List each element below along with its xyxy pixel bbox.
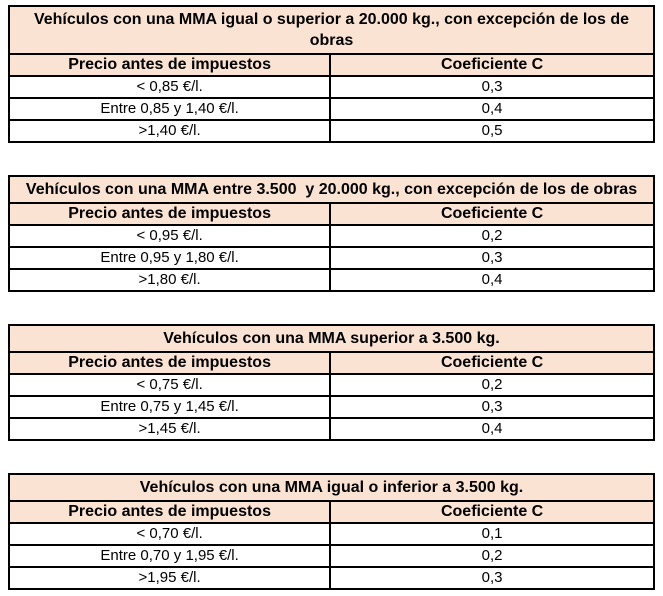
table-row (9, 523, 654, 545)
table-row (9, 269, 654, 291)
table-title-row (9, 6, 654, 54)
table-title: Vehículos con una MMA entre 3.500 y 20.000 kg., con excepción de los de obras (9, 176, 654, 203)
table-row (9, 567, 654, 589)
table-header-row (9, 352, 654, 374)
price-cell: >1,80 €/l. (9, 269, 330, 291)
coefficient-cell: 0,2 (330, 225, 654, 247)
coefficient-column-header: Coeficiente C (330, 54, 654, 76)
price-column-header: Precio antes de impuestos (9, 203, 330, 225)
table-header-row (9, 203, 654, 225)
table-title: Vehículos con una MMA igual o inferior a 3.500 kg. (9, 474, 654, 501)
table-row (9, 247, 654, 269)
price-cell: < 0,85 €/l. (9, 76, 330, 98)
table-mma-gt-3500 (8, 324, 655, 441)
price-cell: Entre 0,70 y 1,95 €/l. (9, 545, 330, 567)
coefficient-cell: 0,3 (330, 396, 654, 418)
table-mma-le-3500 (8, 473, 655, 590)
coefficient-cell: 0,2 (330, 545, 654, 567)
price-cell: < 0,70 €/l. (9, 523, 330, 545)
table-mma-3500-20000 (8, 175, 655, 292)
table-header-row (9, 54, 654, 76)
table-title-row (9, 474, 654, 501)
price-cell: Entre 0,85 y 1,40 €/l. (9, 98, 330, 120)
price-cell: Entre 0,75 y 1,45 €/l. (9, 396, 330, 418)
coefficient-cell: 0,4 (330, 269, 654, 291)
price-cell: >1,95 €/l. (9, 567, 330, 589)
table-title: Vehículos con una MMA igual o superior a 20.000 kg., con excepción de los de obras (9, 6, 654, 54)
table-title-row (9, 325, 654, 352)
table-title-row (9, 176, 654, 203)
coefficient-cell: 0,3 (330, 567, 654, 589)
coefficient-cell: 0,5 (330, 120, 654, 142)
price-cell: < 0,95 €/l. (9, 225, 330, 247)
coefficient-cell: 0,2 (330, 374, 654, 396)
table-mma-ge-20000 (8, 5, 655, 143)
table-title: Vehículos con una MMA superior a 3.500 kg. (9, 325, 654, 352)
table-row (9, 396, 654, 418)
table-row (9, 98, 654, 120)
coefficient-cell: 0,3 (330, 247, 654, 269)
coefficient-column-header: Coeficiente C (330, 352, 654, 374)
table-header-row (9, 501, 654, 523)
coefficient-cell: 0,1 (330, 523, 654, 545)
coefficient-cell: 0,4 (330, 98, 654, 120)
price-column-header: Precio antes de impuestos (9, 54, 330, 76)
coefficient-cell: 0,4 (330, 418, 654, 440)
price-cell: < 0,75 €/l. (9, 374, 330, 396)
price-cell: >1,45 €/l. (9, 418, 330, 440)
price-column-header: Precio antes de impuestos (9, 352, 330, 374)
table-row (9, 225, 654, 247)
price-cell: Entre 0,95 y 1,80 €/l. (9, 247, 330, 269)
coefficient-cell: 0,3 (330, 76, 654, 98)
table-row (9, 374, 654, 396)
price-column-header: Precio antes de impuestos (9, 501, 330, 523)
table-row (9, 120, 654, 142)
coefficient-column-header: Coeficiente C (330, 501, 654, 523)
table-row (9, 545, 654, 567)
coefficient-column-header: Coeficiente C (330, 203, 654, 225)
table-row (9, 418, 654, 440)
table-row (9, 76, 654, 98)
price-cell: >1,40 €/l. (9, 120, 330, 142)
